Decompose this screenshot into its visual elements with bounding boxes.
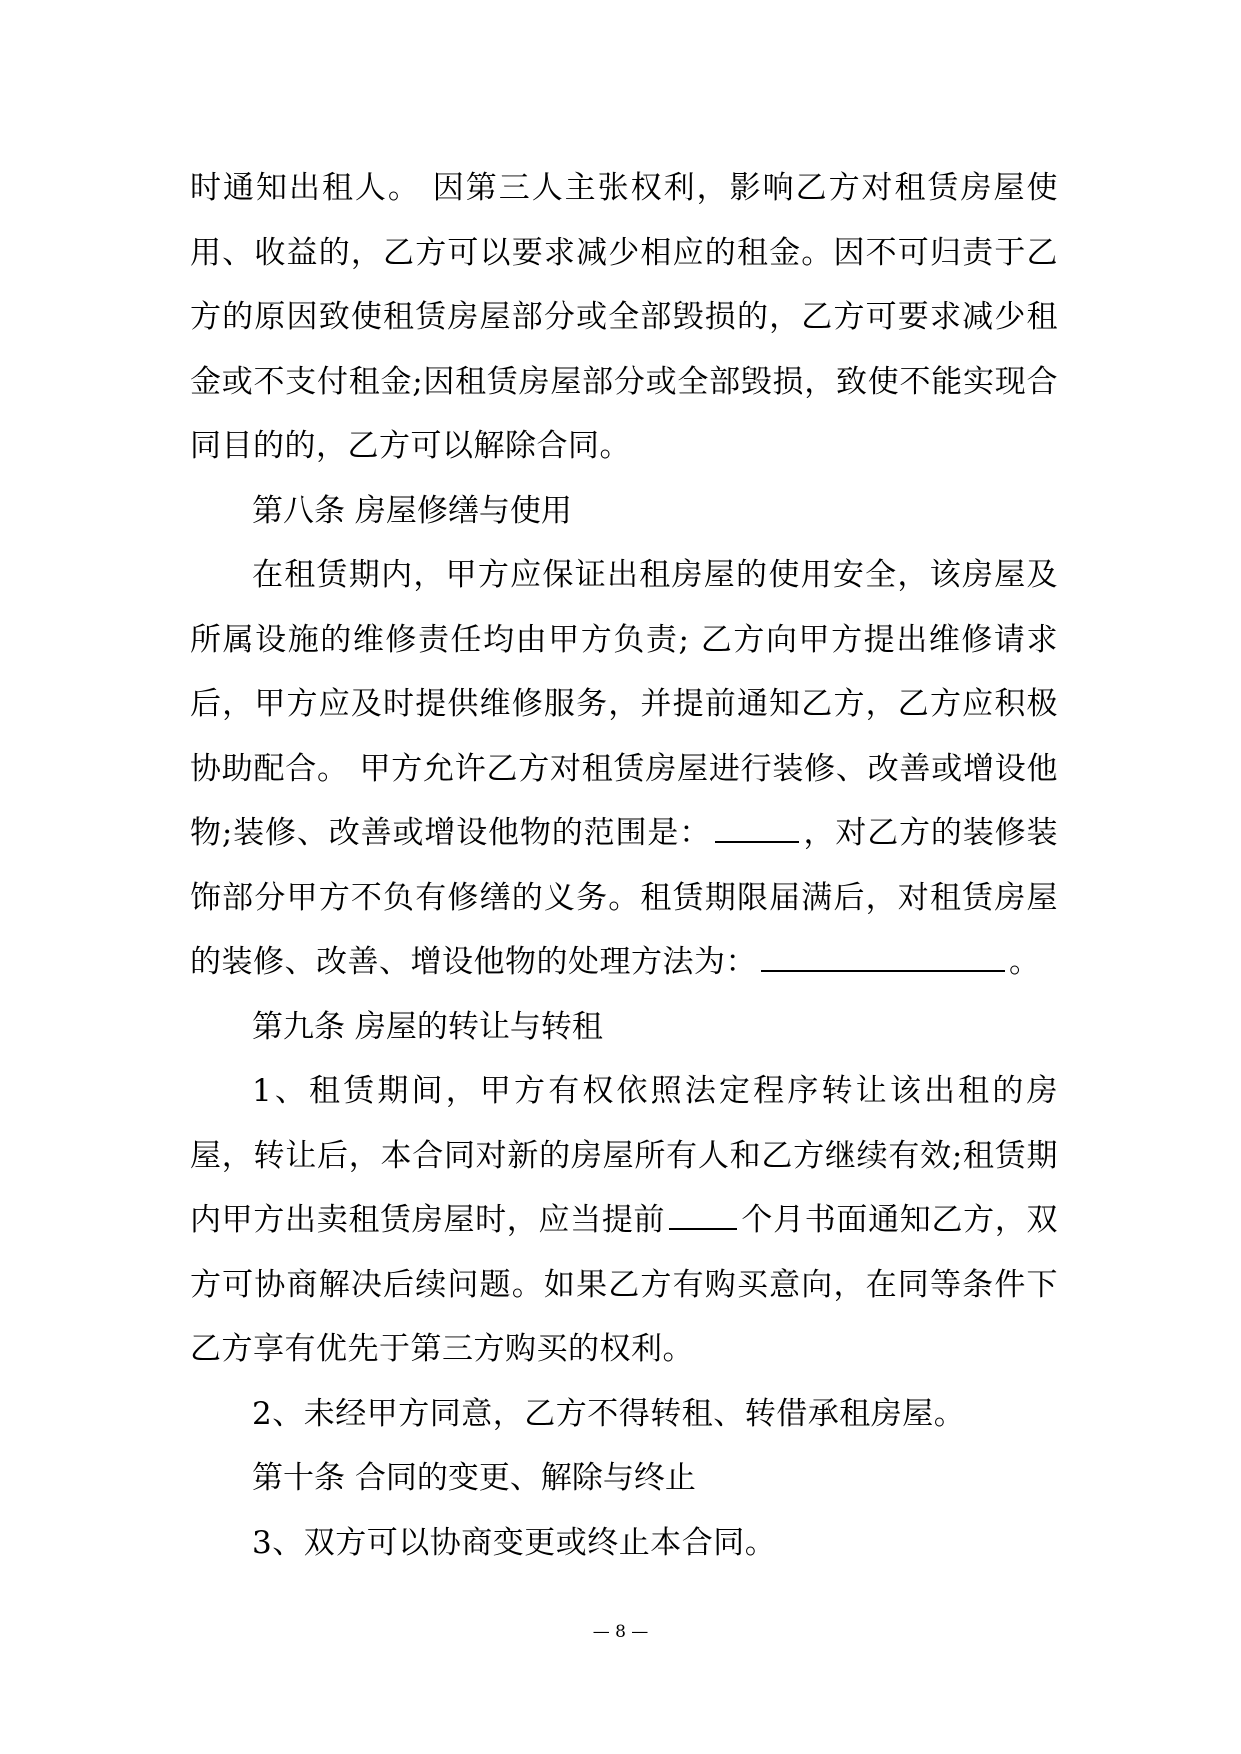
paragraph-text: 在租赁期内，甲方应保证出租房屋的使用安全，该房屋及所属设施的维修责任均由甲方负责; 乙方向甲方提出维修请求后，甲方应及时提供维修服务，并提前通知乙方，乙方应积极协助配合。 甲方允许乙方对租赁房屋进行装修、改善或增设他物;装修、改善或增设他物的范围是： <box>190 557 1058 851</box>
paragraph-text: 个月书面通知乙方，双方可协商解决后续问题。如果乙方有购买意向，在同等条件下乙方享有优先于第三方购买的权利。 <box>190 1202 1059 1367</box>
paragraph-modify-terminate <box>190 1511 1058 1576</box>
page-number: — 8 — <box>592 1622 649 1642</box>
article-10-heading: 第十条 合同的变更、解除与终止 <box>252 1460 696 1496</box>
blank-handling-method <box>761 944 1005 972</box>
blank-decoration-scope <box>715 815 799 843</box>
paragraph-text: 3、双方可以协商变更或终止本合同。 <box>252 1524 777 1561</box>
paragraph-sublease <box>190 1382 1058 1447</box>
paragraph-continuation <box>190 156 1058 479</box>
paragraph-repair-use <box>190 543 1058 995</box>
paragraph-text: 。 <box>1009 944 1041 980</box>
article-9-heading: 第九条 房屋的转让与转租 <box>252 1008 603 1045</box>
paragraph-text: 1、租赁期间，甲方有权依照法定程序转让该出租的房屋，转让后，本合同对新的房屋所有人和乙方继续有效;租赁期内甲方出卖租赁房屋时，应当提前 <box>190 1073 1058 1238</box>
article-8-heading: 第八条 房屋修缮与使用 <box>252 492 572 529</box>
paragraph-text: ，对乙方的装修装饰部分甲方不负有修缮的义务。租赁期限届满后，对租赁房屋的装修、改善、增设他物的处理方法为： <box>190 815 1059 980</box>
paragraph-transfer <box>190 1059 1058 1382</box>
paragraph-text: 2、未经甲方同意，乙方不得转租、转借承租房屋。 <box>252 1395 966 1432</box>
document-body <box>190 156 1058 1575</box>
paragraph-text: 时通知出租人。 因第三人主张权利，影响乙方对租赁房屋使用、收益的，乙方可以要求减少相应的租金。因不可归责于乙方的原因致使租赁房屋部分或全部毁损的，乙方可要求减少租金或不支付租金;因租赁房屋部分或全部毁损，致使不能实现合同目的的，乙方可以解除合同。 <box>190 170 1058 464</box>
blank-notice-months <box>669 1202 737 1230</box>
